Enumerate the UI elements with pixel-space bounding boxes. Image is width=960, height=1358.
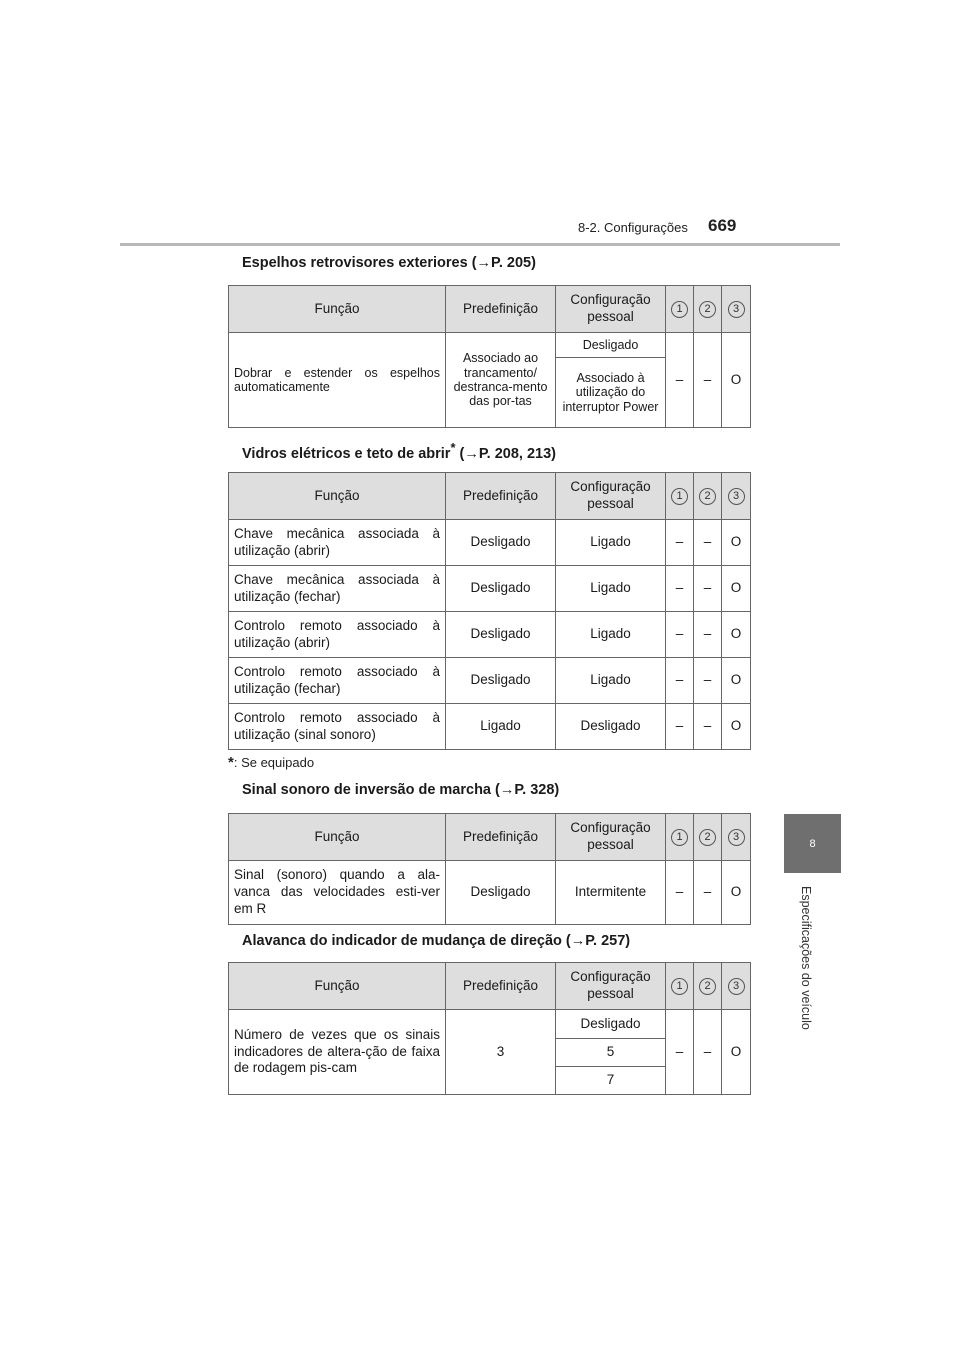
col-3: 3 [722,473,751,520]
default-cell: 3 [446,1010,556,1095]
col-custom: Configuração pessoal [556,473,666,520]
section-title-windows: Vidros elétricos e teto de abrir* (→P. 208, 213) [242,440,557,462]
custom-cell: Desligado [556,333,666,358]
table-mirrors [228,285,751,428]
function-cell: Chave mecânica associada à utilização (fechar) [229,566,446,612]
table-header-row [229,286,751,333]
col-custom: Configuração pessoal [556,286,666,333]
mark-cell: – [694,520,722,566]
page-number: 669 [708,216,737,235]
default-cell: Ligado [446,704,556,750]
col-2: 2 [694,473,722,520]
custom-cell: 5 [556,1039,666,1067]
col-default: Predefinição [446,814,556,861]
mark-cell: – [666,612,694,658]
default-cell: Desligado [446,566,556,612]
header-divider [120,243,840,246]
table-row [229,566,751,612]
mark-cell: O [722,333,751,428]
custom-cell: Desligado [556,704,666,750]
mark-cell: O [722,612,751,658]
col-2: 2 [694,286,722,333]
col-custom: Configuração pessoal [556,963,666,1010]
section-title-mirrors: Espelhos retrovisores exteriores (→P. 205) [242,255,536,271]
optional-mark: * [450,440,456,455]
mark-cell: – [694,612,722,658]
table-header-row [229,473,751,520]
custom-cell: Desligado [556,1010,666,1039]
mark-cell: – [666,566,694,612]
function-cell: Número de vezes que os sinais indicadores de altera-ção de faixa de rodagem pis-cam [229,1010,446,1095]
mark-cell: O [722,861,751,925]
custom-cell: Intermitente [556,861,666,925]
function-cell: Controlo remoto associado à utilização (fechar) [229,658,446,704]
mark-cell: – [666,1010,694,1095]
table-windows [228,472,751,750]
mark-cell: – [666,704,694,750]
default-cell: Desligado [446,612,556,658]
function-cell: Sinal (sonoro) quando a ala-vanca das velocidades esti-ver em R [229,861,446,925]
table-row [229,1010,751,1039]
col-1: 1 [666,814,694,861]
chapter-tab-number: 8 [809,837,816,850]
custom-cell: Ligado [556,612,666,658]
col-3: 3 [722,286,751,333]
table-reverse-buzzer [228,813,751,925]
footnote-text: : Se equipado [233,755,315,770]
table-row [229,333,751,358]
table-row [229,704,751,750]
col-1: 1 [666,473,694,520]
mark-cell: – [666,861,694,925]
table-header-row [229,814,751,861]
mark-cell: – [694,658,722,704]
col-function: Função [229,963,446,1010]
default-cell: Desligado [446,861,556,925]
col-function: Função [229,814,446,861]
custom-cell: 7 [556,1067,666,1095]
mark-cell: O [722,704,751,750]
custom-cell: Ligado [556,520,666,566]
default-cell: Associado ao trancamento/ destranca-mento das por-tas [446,333,556,428]
col-default: Predefinição [446,286,556,333]
mark-cell: O [722,566,751,612]
footnote-mark: * [228,754,234,771]
mark-cell: – [666,658,694,704]
chapter-tab[interactable] [784,814,841,873]
custom-cell: Associado à utilização do interruptor Power [556,358,666,428]
mark-cell: O [722,658,751,704]
function-cell: Dobrar e estender os espelhos automaticamente [229,333,446,428]
custom-cell: Ligado [556,658,666,704]
mark-cell: O [722,1010,751,1095]
mark-cell: – [694,861,722,925]
table-header-row [229,963,751,1010]
col-3: 3 [722,963,751,1010]
col-1: 1 [666,963,694,1010]
default-cell: Desligado [446,520,556,566]
footnote [228,754,314,771]
table-row [229,520,751,566]
mark-cell: – [666,520,694,566]
table-row [229,861,751,925]
section-title-reverse-buzzer: Sinal sonoro de inversão de marcha (→P. 328) [242,782,560,798]
col-2: 2 [694,814,722,861]
section-breadcrumb: 8-2. Configurações [578,220,688,235]
col-default: Predefinição [446,473,556,520]
table-row [229,658,751,704]
section-title-turn-signal: Alavanca do indicador de mudança de direção (→P. 257) [242,933,631,949]
function-cell: Controlo remoto associado à utilização (sinal sonoro) [229,704,446,750]
mark-cell: – [666,333,694,428]
custom-cell: Ligado [556,566,666,612]
mark-cell: – [694,1010,722,1095]
default-cell: Desligado [446,658,556,704]
col-1: 1 [666,286,694,333]
mark-cell: – [694,333,722,428]
col-default: Predefinição [446,963,556,1010]
col-custom: Configuração pessoal [556,814,666,861]
col-3: 3 [722,814,751,861]
mark-cell: – [694,566,722,612]
col-function: Função [229,286,446,333]
mark-cell: – [694,704,722,750]
function-cell: Chave mecânica associada à utilização (abrir) [229,520,446,566]
chapter-label: Especificações do veículo [799,886,813,1030]
function-cell: Controlo remoto associado à utilização (abrir) [229,612,446,658]
col-function: Função [229,473,446,520]
mark-cell: O [722,520,751,566]
table-row [229,612,751,658]
table-turn-signal [228,962,751,1095]
col-2: 2 [694,963,722,1010]
